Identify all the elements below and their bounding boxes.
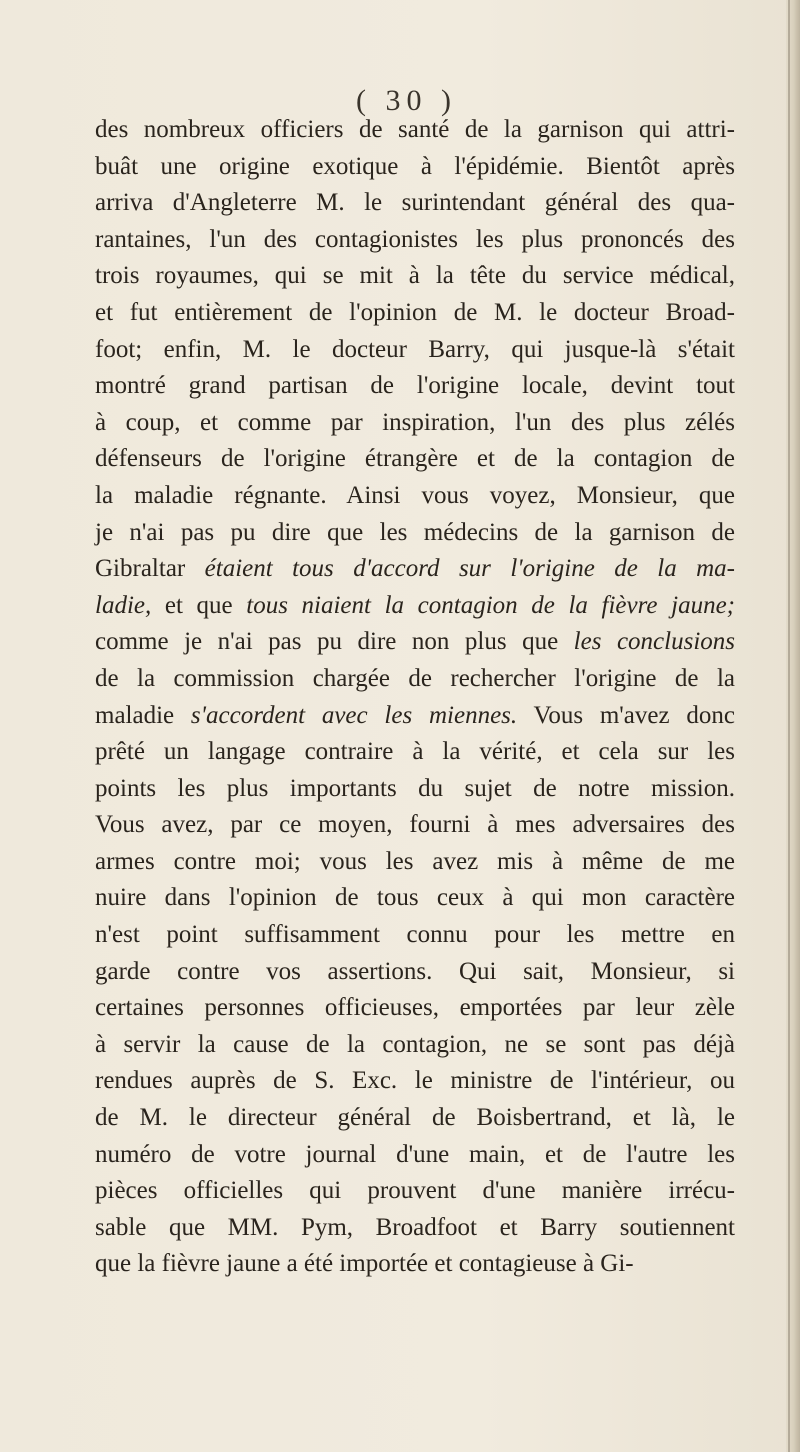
text-run: arriva d'Angleterre M. le surintendant général des qua-: [95, 189, 735, 217]
text-line: [95, 478, 735, 515]
italic-text-run: tous niaient la contagion de la fièvre jaune;: [246, 591, 736, 619]
text-line: [95, 222, 735, 259]
text-line: [95, 515, 735, 552]
text-line: [95, 624, 735, 661]
text-line: [95, 441, 735, 478]
text-run: rantaines, l'un des contagionistes les plus prononcés des: [95, 225, 735, 253]
text-run: et fut entièrement de l'opinion de M. le docteur Broad-: [95, 298, 735, 326]
text-run: à servir la cause de la contagion, ne se sont pas déjà: [95, 1030, 735, 1058]
text-run: montré grand partisan de l'origine locale, devint tout: [95, 372, 735, 400]
text-line: [95, 1100, 735, 1137]
italic-text-run: les conclusions: [573, 628, 735, 656]
page-number: ( 30 ): [356, 84, 457, 117]
text-run: et que: [151, 591, 247, 619]
italic-text-run: étaient tous d'accord sur l'origine de la ma-: [204, 555, 736, 583]
text-line: [95, 149, 735, 186]
text-line: [95, 1210, 735, 1247]
text-line: [95, 771, 735, 808]
text-line: [95, 1246, 735, 1283]
text-line: [95, 1173, 735, 1210]
text-run: trois royaumes, qui se mit à la tête du service médical,: [95, 262, 735, 290]
text-run: foot; enfin, M. le docteur Barry, qui jusque-là s'était: [95, 335, 735, 363]
text-run: prêté un langage contraire à la vérité, et cela sur les: [95, 738, 735, 766]
text-line: [95, 1027, 735, 1064]
text-run: points les plus importants du sujet de notre mission.: [95, 774, 735, 802]
text-run: je n'ai pas pu dire que les médecins de la garnison de: [95, 518, 735, 546]
italic-text-run: s'accordent avec les miennes.: [190, 701, 518, 729]
text-line: [95, 112, 735, 149]
text-line: [95, 807, 735, 844]
text-line: [95, 588, 735, 625]
text-run: numéro de votre journal d'une main, et de l'autre les: [95, 1140, 735, 1168]
page-edge-shadow: [788, 0, 790, 1452]
text-line: [95, 258, 735, 295]
text-line: [95, 332, 735, 369]
text-run: la maladie régnante. Ainsi vous voyez, Monsieur, que: [95, 481, 735, 509]
text-line: [95, 954, 735, 991]
text-line: [95, 551, 735, 588]
text-line: [95, 661, 735, 698]
text-line: [95, 1063, 735, 1100]
text-run: buât une origine exotique à l'épidémie. Bientôt après: [95, 152, 735, 180]
text-line: [95, 844, 735, 881]
text-line: [95, 698, 735, 735]
text-line: [95, 295, 735, 332]
text-run: n'est point suffisamment connu pour les mettre en: [95, 921, 735, 949]
text-run: défenseurs de l'origine étrangère et de la contagion de: [95, 445, 735, 473]
body-text: [95, 112, 735, 1283]
text-line: [95, 1137, 735, 1174]
text-run: de la commission chargée de rechercher l'origine de la: [95, 664, 735, 692]
text-run: nuire dans l'opinion de tous ceux à qui mon caractère: [95, 884, 735, 912]
text-line: [95, 917, 735, 954]
text-run: pièces officielles qui prouvent d'une manière irrécu-: [95, 1177, 735, 1205]
text-line: [95, 734, 735, 771]
text-run: que la fièvre jaune a été importée et contagieuse à Gi-: [95, 1250, 634, 1278]
text-run: de M. le directeur général de Boisbertrand, et là, le: [95, 1104, 735, 1132]
text-line: [95, 368, 735, 405]
italic-text-run: ladie,: [95, 591, 152, 619]
text-run: armes contre moi; vous les avez mis à même de me: [95, 847, 735, 875]
text-run: Vous avez, par ce moyen, fourni à mes adversaires des: [95, 811, 735, 839]
text-run: sable que MM. Pym, Broadfoot et Barry soutiennent: [95, 1213, 735, 1241]
text-line: [95, 990, 735, 1027]
text-run: garde contre vos assertions. Qui sait, Monsieur, si: [95, 957, 735, 985]
text-run: à coup, et comme par inspiration, l'un des plus zélés: [95, 408, 735, 436]
text-run: certaines personnes officieuses, emportées par leur zèle: [95, 994, 735, 1022]
text-run: Vous m'avez donc: [517, 701, 735, 729]
text-run: comme je n'ai pas pu dire non plus que: [95, 628, 574, 656]
text-line: [95, 880, 735, 917]
text-run: Gibraltar: [95, 555, 205, 583]
text-run: rendues auprès de S. Exc. le ministre de l'intérieur, ou: [95, 1067, 735, 1095]
text-line: [95, 405, 735, 442]
text-run: maladie: [95, 701, 191, 729]
text-run: des nombreux officiers de santé de la garnison qui attri-: [95, 116, 735, 143]
text-line: [95, 185, 735, 222]
